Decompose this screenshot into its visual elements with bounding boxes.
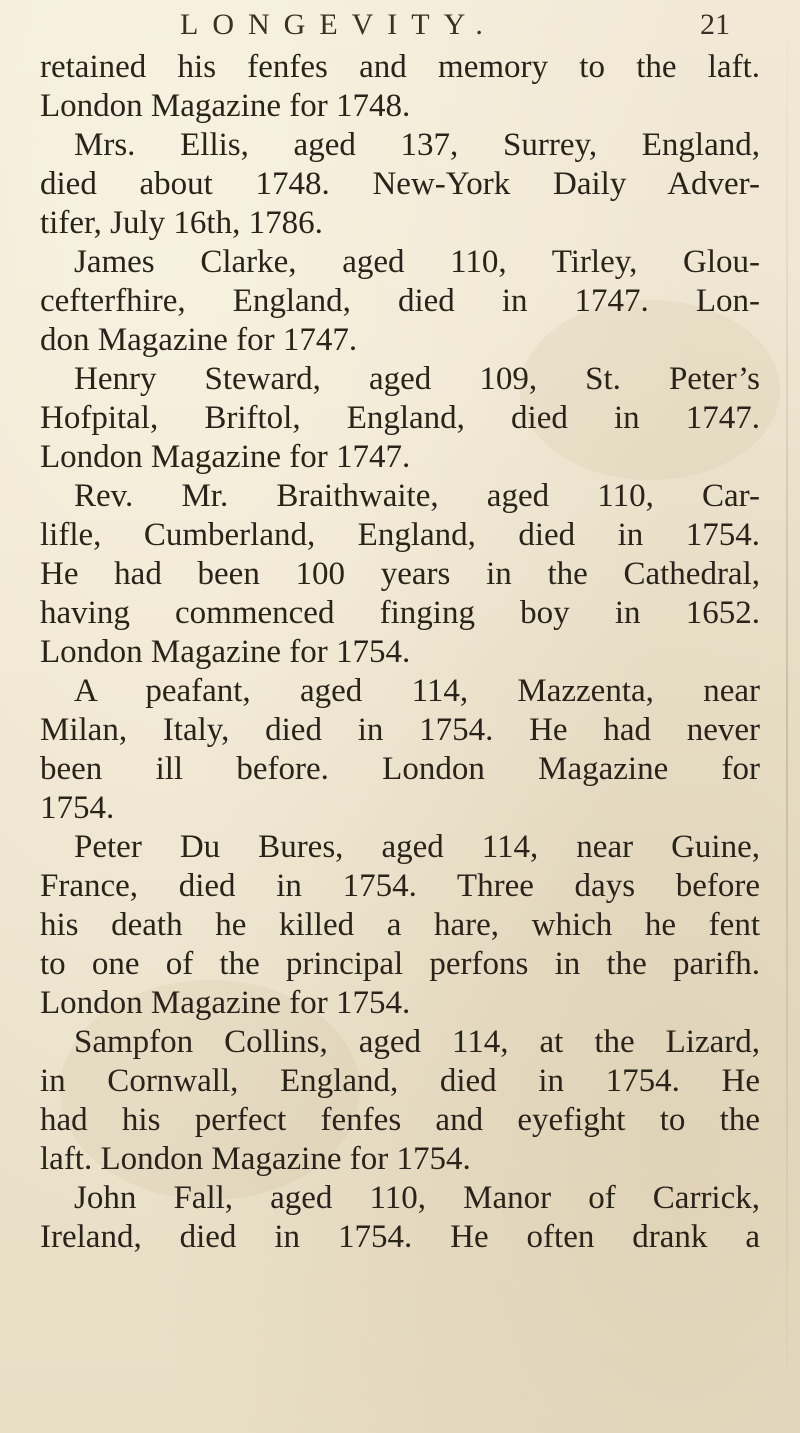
text-line: had his perfect fenfes and eyefight to the <box>40 1102 760 1138</box>
text-line: London Magazine for 1754. <box>40 634 411 670</box>
text-line: lifle, Cumberland, England, died in 1754. <box>40 517 760 553</box>
text-line: to one of the principal perfons in the parifh. <box>40 946 760 982</box>
text-line: tifer, July 16th, 1786. <box>40 205 323 241</box>
running-head: LONGEVITY. <box>180 8 497 41</box>
text-line: London Magazine for 1754. <box>40 985 411 1021</box>
text-line: Peter Du Bures, aged 114, near Guine, <box>74 829 760 865</box>
text-line: cefterfhire, England, died in 1747. Lon- <box>40 283 760 319</box>
text-line: He had been 100 years in the Cathedral, <box>40 556 760 592</box>
text-line: 1754. <box>40 790 115 826</box>
text-line: Ireland, died in 1754. He often drank a <box>40 1219 760 1255</box>
text-line: laft. London Magazine for 1754. <box>40 1141 471 1177</box>
text-line: his death he killed a hare, which he fent <box>40 907 760 943</box>
text-line: been ill before. London Magazine for <box>40 751 760 787</box>
text-line: John Fall, aged 110, Manor of Carrick, <box>74 1180 760 1216</box>
text-line: Hofpital, Briftol, England, died in 1747. <box>40 400 760 436</box>
text-line: Milan, Italy, died in 1754. He had never <box>40 712 760 748</box>
text-line: Henry Steward, aged 109, St. Peter’s <box>74 361 760 397</box>
page-number: 21 <box>700 8 730 41</box>
text-line: London Magazine for 1748. <box>40 88 411 124</box>
text-line: retained his fenfes and memory to the laft. <box>40 49 760 85</box>
text-line: don Magazine for 1747. <box>40 322 358 358</box>
text-line: having commenced finging boy in 1652. <box>40 595 760 631</box>
text-line: James Clarke, aged 110, Tirley, Glou- <box>74 244 760 280</box>
text-line: Sampfon Collins, aged 114, at the Lizard, <box>74 1024 760 1060</box>
text-line: A peafant, aged 114, Mazzenta, near <box>74 673 760 709</box>
page-edge <box>786 0 788 1433</box>
text-line: London Magazine for 1747. <box>40 439 411 475</box>
page-header <box>0 8 800 48</box>
text-line: died about 1748. New-York Daily Adver- <box>40 166 760 202</box>
body-text <box>40 48 760 1257</box>
text-line: Rev. Mr. Braithwaite, aged 110, Car- <box>74 478 760 514</box>
text-line: in Cornwall, England, died in 1754. He <box>40 1063 760 1099</box>
text-line: France, died in 1754. Three days before <box>40 868 760 904</box>
text-line: Mrs. Ellis, aged 137, Surrey, England, <box>74 127 760 163</box>
